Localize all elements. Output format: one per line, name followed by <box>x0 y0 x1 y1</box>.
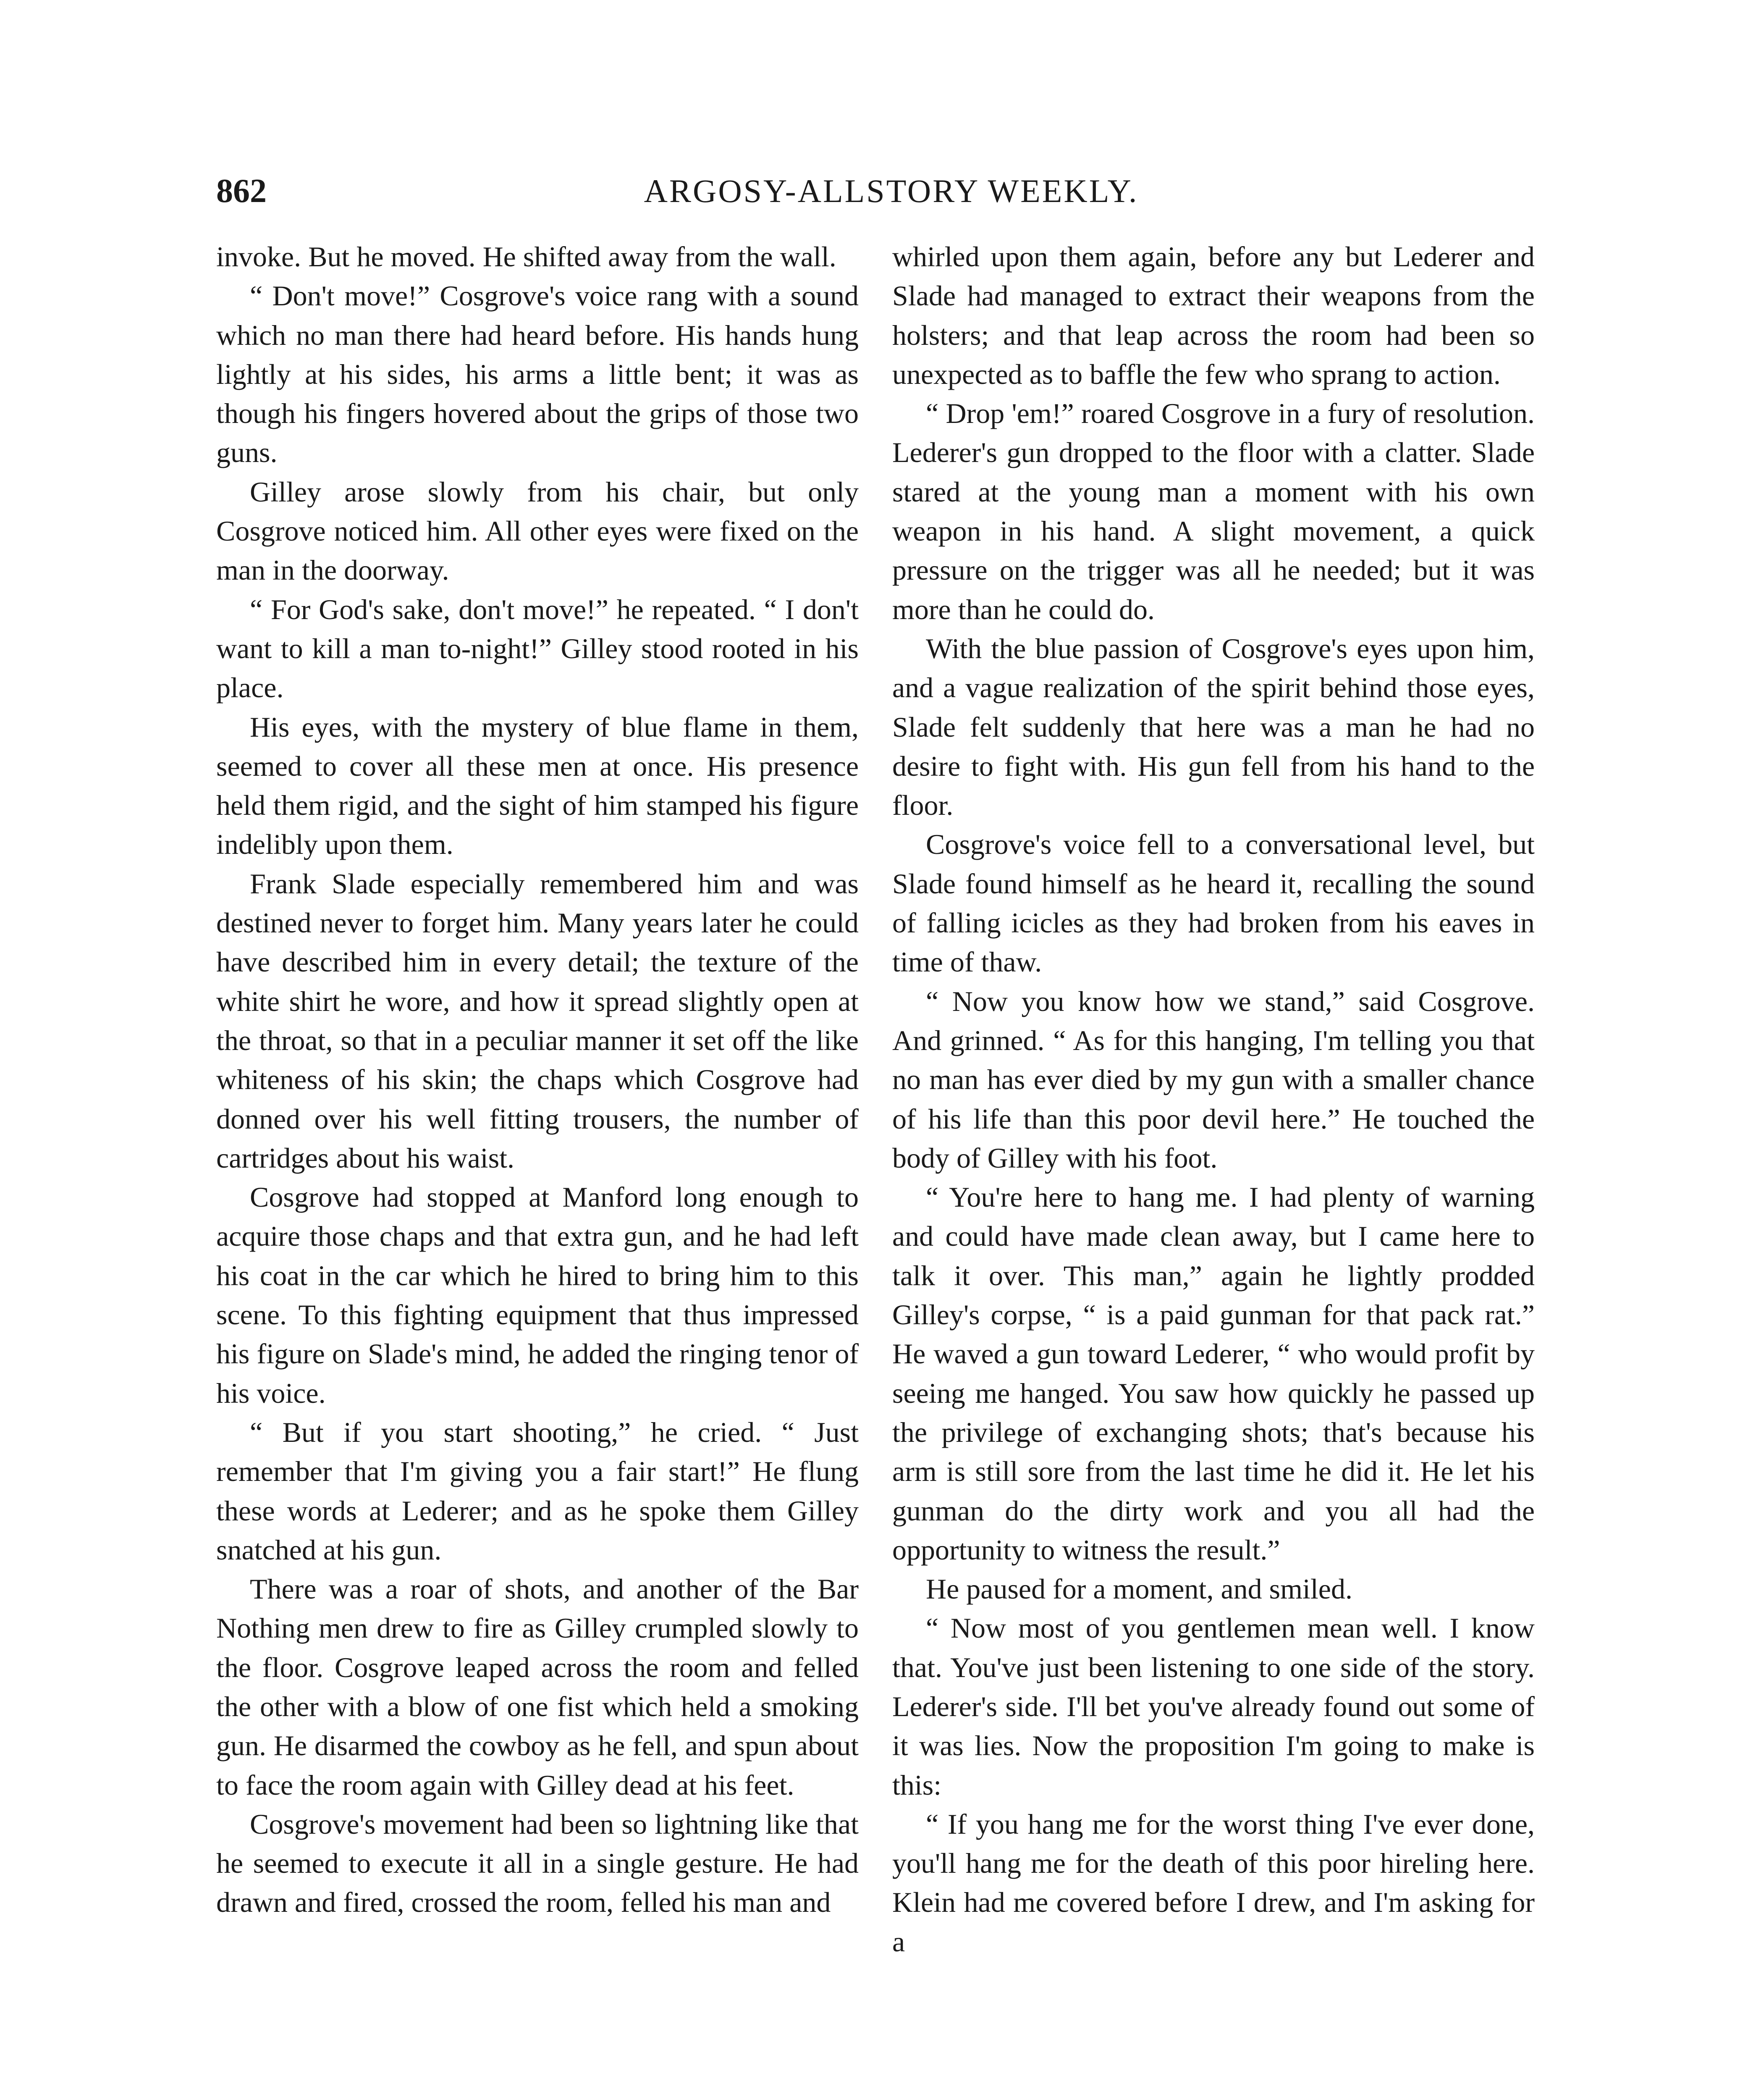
paragraph: With the blue passion of Cosgrove's eyes upon him, and a vague realization of the spirit behind those eyes, Slade felt suddenly that here was a man he had no desire to fight with. His gun fell from his hand to the floor. <box>892 632 1535 822</box>
page-number: 862 <box>216 173 267 210</box>
paragraph: “ If you hang me for the worst thing I've ever done, you'll hang me for the death of this poor hireling here. Klein had me covered before I drew, and I'm asking for a <box>892 1808 1535 1958</box>
paragraph: “ You're here to hang me. I had plenty of warning and could have made clean away, but I came here to talk it over. This man,” again he lightly prodded Gilley's corpse, “ is a paid gunman for that pack rat.” He waved a gun toward Lederer, “ who would profit by seeing me hanged. You saw how quickly he passed up the privilege of exchanging shots; that's because his arm is still sore from the last time he did it. He let his gunman do the dirty work and you all had the opportunity to witness the result.” <box>892 1181 1535 1566</box>
right-column <box>892 237 1535 1961</box>
paragraph: “ Now most of you gentlemen mean well. I know that. You've just been listening to one side of the story. Lederer's side. I'll bet you've already found out some of it was lies. Now the proposition I'm going to make is this: <box>892 1612 1535 1801</box>
paragraph: “ Don't move!” Cosgrove's voice rang with a sound which no man there had heard before. His hands hung lightly at his sides, his arms a little bent; it was as though his fingers hovered about the grips of those two guns. <box>216 280 859 469</box>
page-header <box>216 162 1566 220</box>
paragraph: “ Drop 'em!” roared Cosgrove in a fury of resolution. Lederer's gun dropped to the floor with a clatter. Slade stared at the young man a moment with his own weapon in his hand. A slight movement, a quick pressure on the trigger was all he needed; but it was more than he could do. <box>892 397 1535 625</box>
paragraph: His eyes, with the mystery of blue flame in them, seemed to cover all these men at once. His presence held them rigid, and the sight of him stamped his figure indelibly upon them. <box>216 711 859 861</box>
paragraph: He paused for a moment, and smiled. <box>926 1573 1352 1605</box>
paragraph: “ But if you start shooting,” he cried. “ Just remember that I'm giving you a fair start!” He flung these words at Lederer; and as he spoke them Gilley snatched at his gun. <box>216 1416 859 1566</box>
paragraph: whirled upon them again, before any but Lederer and Slade had managed to extract their weapons from the holsters; and that leap across the room had been so unexpected as to baffle the few who sprang to action. <box>892 241 1535 390</box>
paragraph: Gilley arose slowly from his chair, but only Cosgrove noticed him. All other eyes were fixed on the man in the doorway. <box>216 475 859 586</box>
paragraph: “ For God's sake, don't move!” he repeated. “ I don't want to kill a man to-night!” Gilley stood rooted in his place. <box>216 593 859 704</box>
paragraph: There was a roar of shots, and another of the Bar Nothing men drew to fire as Gilley crumpled slowly to the floor. Cosgrove leaped across the room and felled the other with a blow of one fist which held a smoking gun. He disarmed the cowboy as he fell, and spun about to face the room again with Gilley dead at his feet. <box>216 1573 859 1801</box>
paragraph: Cosgrove's movement had been so lightning like that he seemed to execute it all in a single gesture. He had drawn and fired, crossed the room, felled his man and <box>216 1808 859 1919</box>
paragraph: invoke. But he moved. He shifted away from the wall. <box>216 241 836 273</box>
paragraph: “ Now you know how we stand,” said Cosgrove. And grinned. “ As for this hanging, I'm telling you that no man has ever died by my gun with a smaller chance of his life than this poor devil here.” He touched the body of Gilley with his foot. <box>892 985 1535 1174</box>
left-column <box>216 237 859 1922</box>
paragraph: Cosgrove's voice fell to a conversational level, but Slade found himself as he heard it, recalling the sound of falling icicles as they had broken from his eaves in time of thaw. <box>892 828 1535 978</box>
paragraph: Frank Slade especially remembered him and was destined never to forget him. Many years later he could have described him in every detail; the texture of the white shirt he wore, and how it spread slightly open at the throat, so that in a peculiar manner it set off the like whiteness of his skin; the chaps which Cosgrove had donned over his well fitting trousers, the number of cartridges about his waist. <box>216 867 859 1174</box>
running-title: ARGOSY-ALLSTORY WEEKLY. <box>644 173 1139 209</box>
paragraph: Cosgrove had stopped at Manford long enough to acquire those chaps and that extra gun, and he had left his coat in the car which he hired to bring him to this scene. To this fighting equipment that thus impressed his figure on Slade's mind, he added the ringing tenor of his voice. <box>216 1181 859 1409</box>
